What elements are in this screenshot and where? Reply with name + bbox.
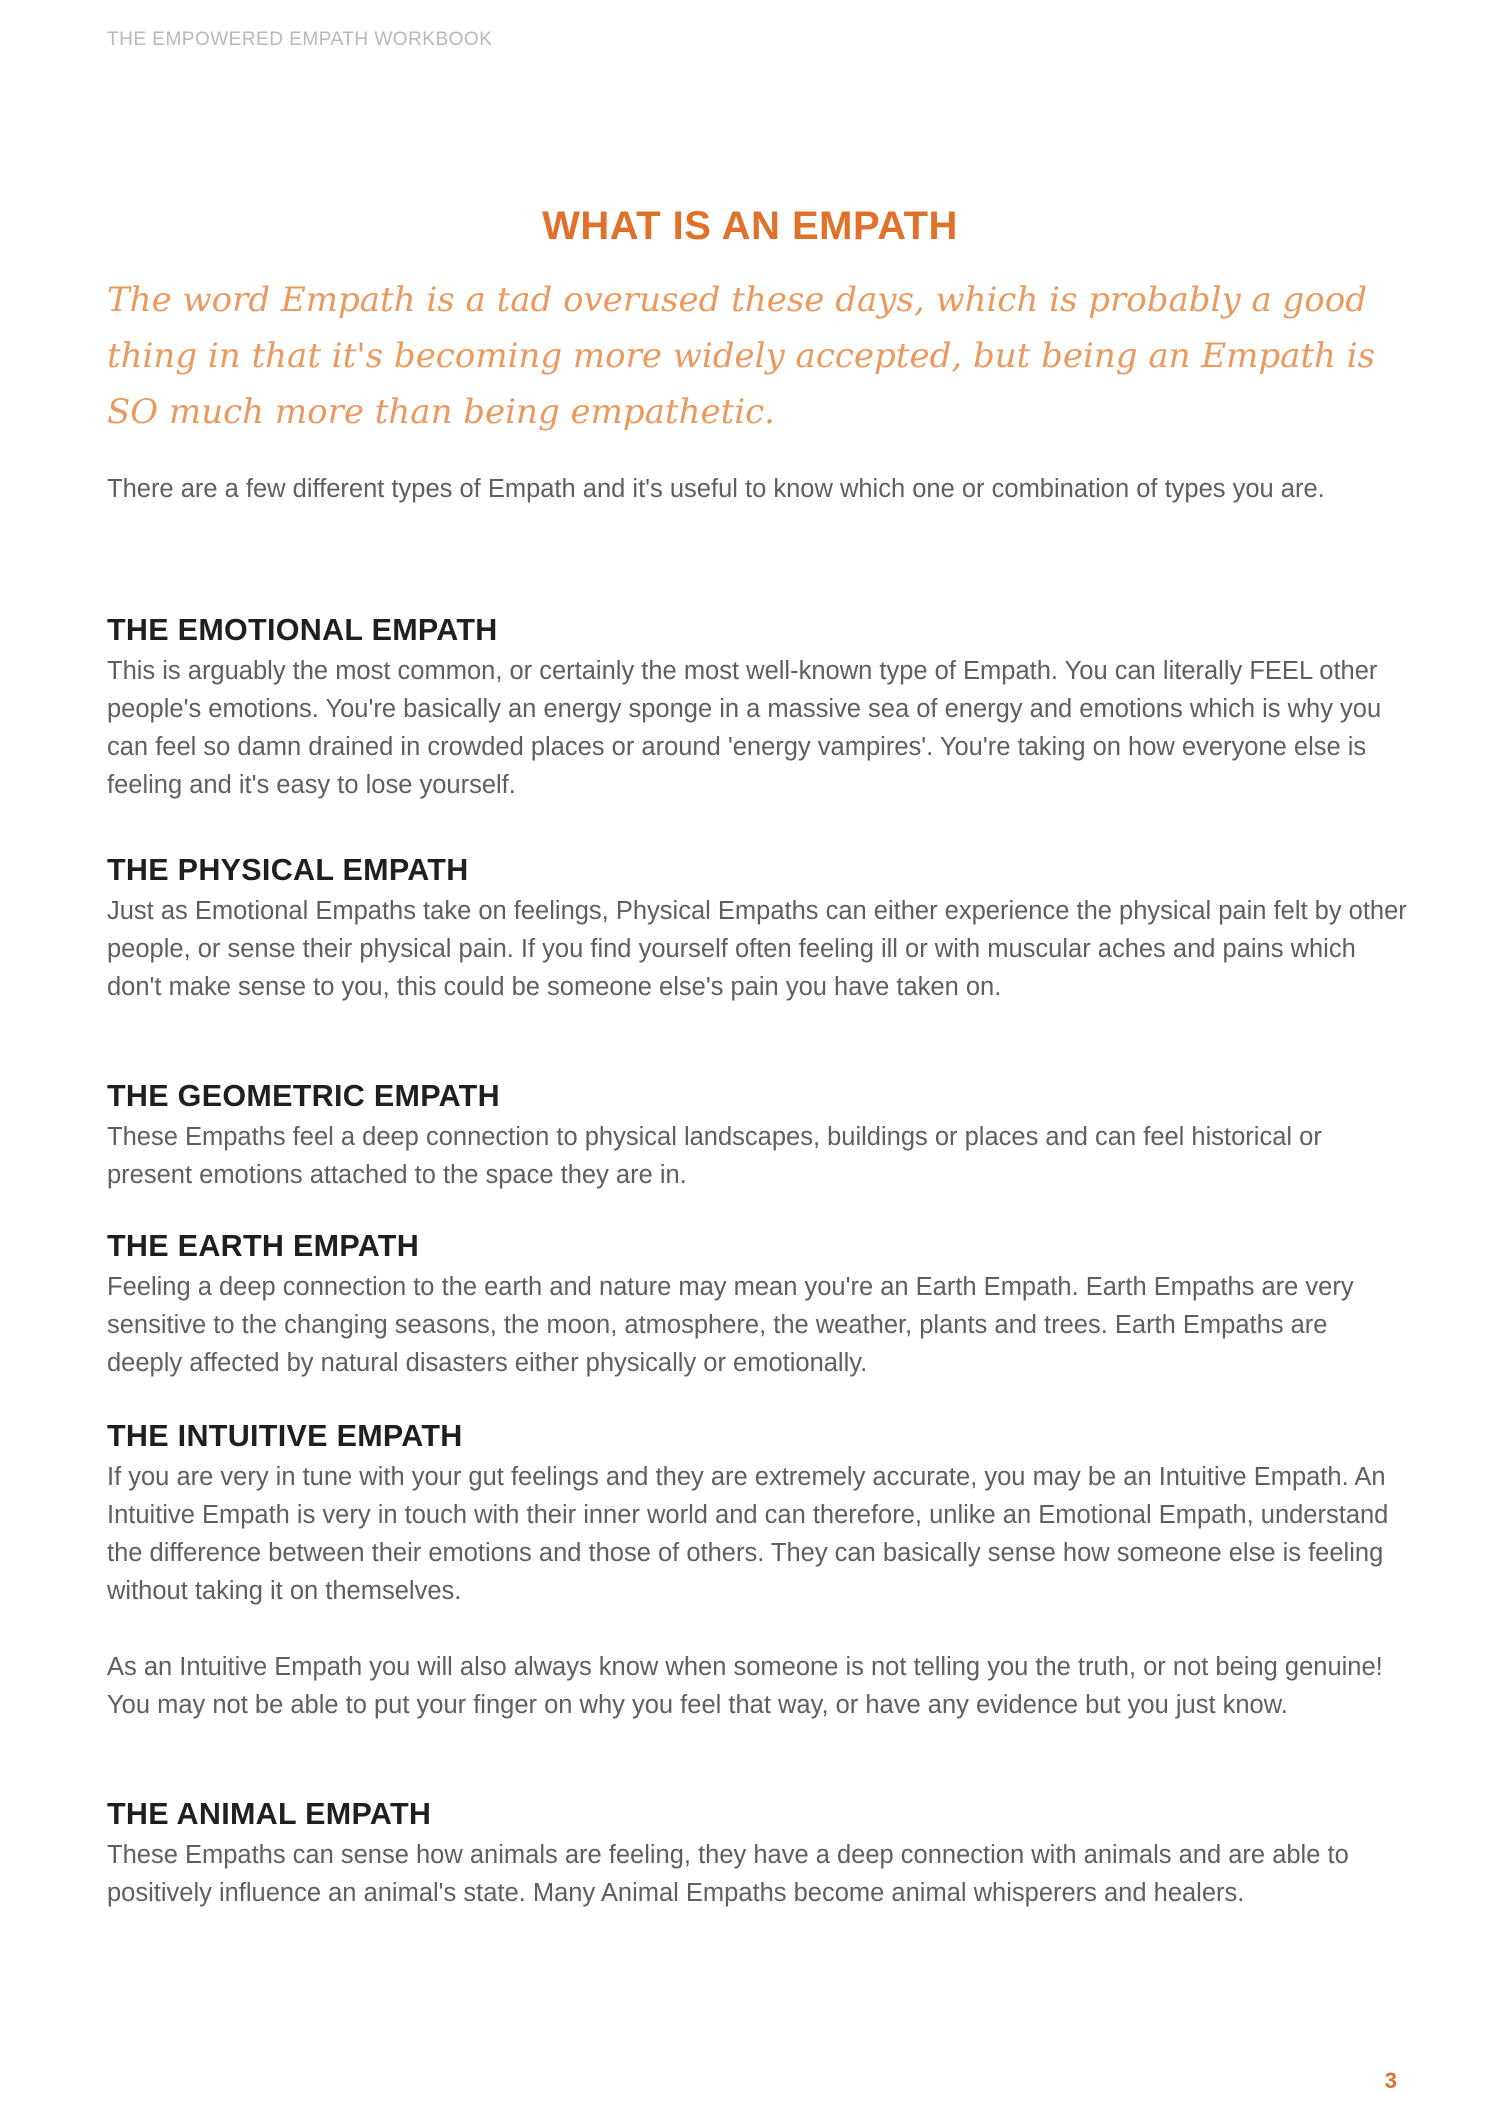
section-body: This is arguably the most common, or certainly the most well-known type of Empath. You can literally FEEL other people's emotions. You're basically an energy sponge in a massive sea of energy and emotions which is why you can feel so damn drained in crowded places or around 'energy vampires'. You're taking on how everyone else is feeling and it's easy to lose yourself. <box>107 657 1382 799</box>
section-animal-empath <box>107 1796 1407 1912</box>
section-geometric-empath <box>107 1078 1407 1194</box>
section-body: Feeling a deep connection to the earth and nature may mean you're an Earth Empath. Earth Empaths are very sensitive to the changing seasons, the moon, atmosphere, the weather, plants and trees. Earth Empaths are deeply affected by natural disasters either physically or emotionally. <box>107 1273 1354 1377</box>
section-earth-empath <box>107 1228 1407 1382</box>
intro-quote: The word Empath is a tad overused these days, which is probably a good thing in that it's becoming more widely accepted, but being an Empath is SO much more than being empathetic. <box>107 280 1376 432</box>
section-physical-empath <box>107 852 1407 1006</box>
section-body: If you are very in tune with your gut feelings and they are extremely accurate, you may be an Intuitive Empath. An Intuitive Empath is very in touch with their inner world and can therefore, unlike an Emotional Empath, understand the difference between their emotions and those of others. They can basically sense how someone else is feeling without taking it on themselves. <box>107 1463 1389 1605</box>
section-title: THE EMOTIONAL EMPATH <box>107 613 498 647</box>
section-title: THE GEOMETRIC EMPATH <box>107 1079 500 1113</box>
section-title: THE PHYSICAL EMPATH <box>107 853 469 887</box>
page-number: 3 <box>1384 2068 1397 2093</box>
intro-text: There are a few different types of Empath and it's useful to know which one or combination of types you are. <box>107 475 1325 503</box>
section-emotional-empath <box>107 612 1407 804</box>
section-body: These Empaths can sense how animals are feeling, they have a deep connection with animals and are able to positively influence an animal's state. Many Animal Empaths become animal whisperers and healers. <box>107 1841 1349 1907</box>
section-title: THE ANIMAL EMPATH <box>107 1797 432 1831</box>
section-body: Just as Emotional Empaths take on feelings, Physical Empaths can either experience the physical pain felt by other people, or sense their physical pain. If you find yourself often feeling ill or with muscular aches and pains which don't make sense to you, this could be someone else's pain you have taken on. <box>107 897 1407 1001</box>
section-body: These Empaths feel a deep connection to physical landscapes, buildings or places and can feel historical or present emotions attached to the space they are in. <box>107 1123 1322 1189</box>
section-body: As an Intuitive Empath you will also always know when someone is not telling you the truth, or not being genuine! You may not be able to put your finger on why you feel that way, or have any evidence but you just know. <box>107 1653 1383 1719</box>
running-header: THE EMPOWERED EMPATH WORKBOOK <box>107 29 493 50</box>
section-intuitive-empath <box>107 1418 1407 1724</box>
section-title: THE INTUITIVE EMPATH <box>107 1419 463 1453</box>
page-title: WHAT IS AN EMPATH <box>542 204 958 248</box>
section-title: THE EARTH EMPATH <box>107 1229 420 1263</box>
